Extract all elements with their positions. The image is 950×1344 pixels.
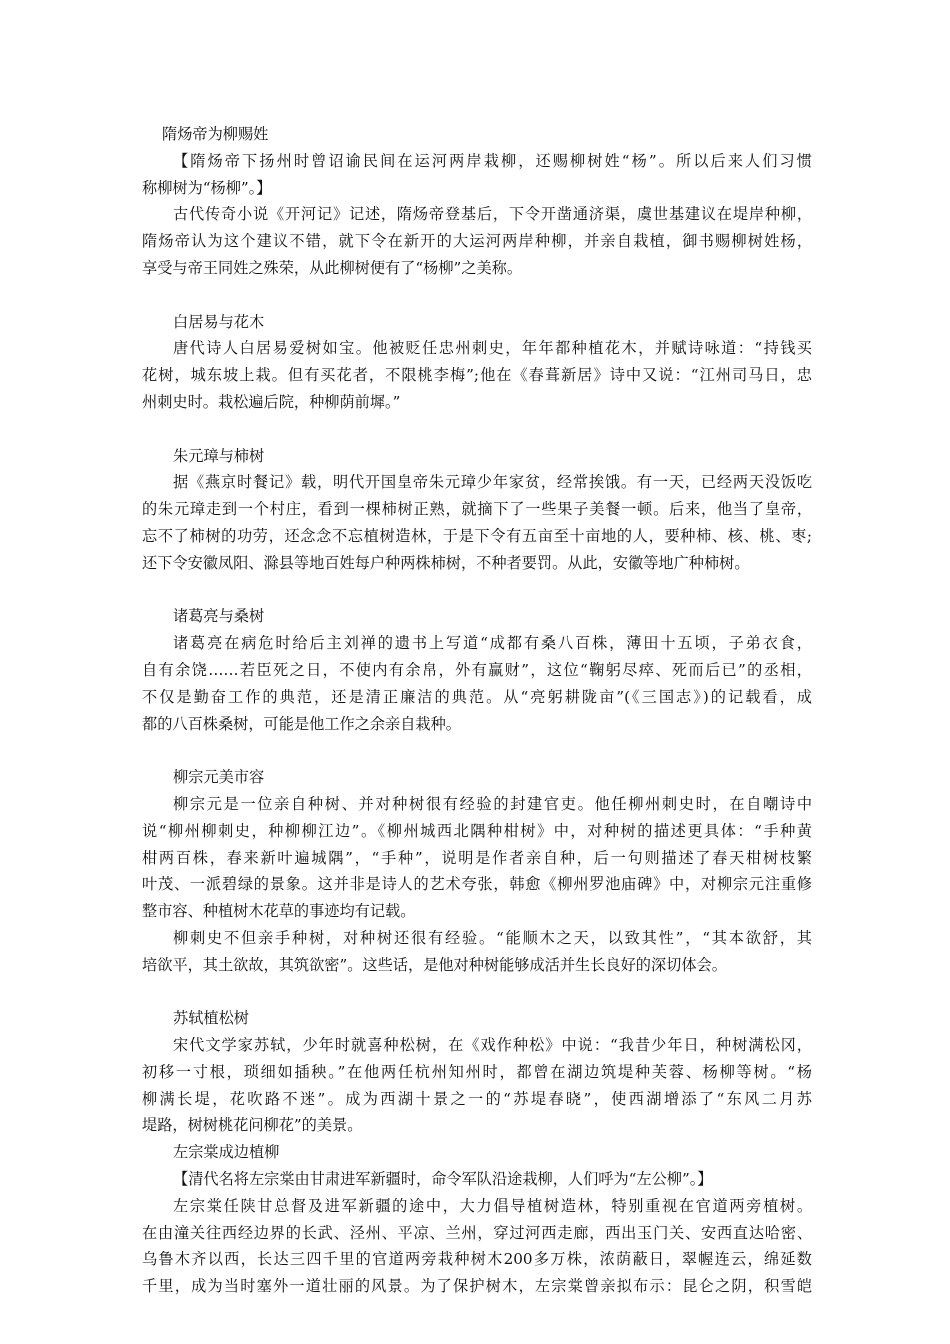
paragraph-line: 说“柳州柳刺史，种柳柳江边”。《柳州城西北隅种柑树》中，对种树的描述更具体：“手种黄 [142,821,812,840]
section-summary-line: 【隋炀帝下扬州时曾诏谕民间在运河两岸栽柳，还赐柳树姓“杨”。所以后来人们习惯 [173,151,812,170]
paragraph-line: 不仅是勤奋工作的典范，还是清正廉洁的典范。从“亮躬耕陇亩”(《三国志》)的记载看，成 [142,687,812,706]
paragraph-line: 柑两百株，春来新叶遍城隅”，“手种”，说明是作者亲自种，后一句则描述了春天柑树枝繁 [142,848,812,867]
paragraph-line: 柳刺史不但亲手种树，对种树还很有经验。“能顺木之天，以致其性”，“其本欲舒，其 [173,928,812,947]
paragraph-line: 堤路，树树桃花问柳花”的美景。 [142,1116,363,1135]
section-title: 柳宗元美市容 [173,768,265,787]
paragraph-line: 柳宗元是一位亲自种树、并对种树很有经验的封建官吏。他任柳州刺史时，在自嘲诗中 [173,794,812,813]
paragraph-line: 培欲平，其土欲故，其筑欲密”。这些话，是他对种树能够成活并生长良好的深切体会。 [142,955,727,974]
section-gap [142,282,812,309]
paragraph-line: 整市容、种植树木花草的事迹均有记载。 [142,902,416,921]
document-page [142,121,812,1300]
paragraph-line: 在由潼关往西经边界的长武、泾州、平凉、兰州，穿过河西走廊，西出玉门关、安西直达哈密、 [142,1223,812,1242]
section-title: 左宗棠成边植柳 [173,1143,280,1162]
paragraph-line: 初移一寸根，琐细如插秧。”在他两任杭州知州时，都曾在湖边筑堤种芙蓉、杨柳等树。“杨 [142,1062,812,1081]
section-title: 朱元璋与柿树 [173,446,265,465]
paragraph-line: 的朱元璋走到一个村庄，看到一棵柿树正熟，就摘下了一些果子美餐一顿。后来，他当了皇帝， [142,500,812,519]
section-gap [142,737,812,764]
paragraph-line: 古代传奇小说《开河记》记述，隋炀帝登基后，下令开凿通济渠，虞世基建议在堤岸种柳， [173,205,812,224]
section-title: 诸葛亮与桑树 [173,607,265,626]
section-title: 苏轼植松树 [173,1009,249,1028]
paragraph-line: 千里，成为当时塞外一道壮丽的风景。为了保护树木，左宗棠曾亲拟布示：昆仑之阴，积雪皑 [142,1277,812,1296]
section-title: 白居易与花木 [173,312,265,331]
paragraph-line: 乌鲁木齐以西，长达三四千里的官道两旁栽种树木200多万株，浓荫蔽日，翠幄连云，绵延数 [142,1250,812,1269]
paragraph-line: 据《燕京时餐记》载，明代开国皇帝朱元璋少年家贫，经常挨饿。有一天，已经两天没饭吃 [173,473,812,492]
section-gap [142,577,812,604]
section-gap [142,979,812,1006]
paragraph-line: 花树，城东坡上栽。但有买花者，不限桃李梅”;他在《春葺新居》诗中又说：“江州司马日，忠 [142,366,812,385]
paragraph-line: 宋代文学家苏轼，少年时就喜种松树，在《戏作种松》中说：“我昔少年日，种树满松冈， [173,1036,812,1055]
paragraph-line: 自有余饶……若臣死之日，不使内有余帛，外有赢财”，这位“鞠躬尽瘁、死而后已”的丞相， [142,660,812,679]
paragraph-line: 叶茂、一派碧绿的景象。这并非是诗人的艺术夸张，韩愈《柳州罗池庙碑》中，对柳宗元注重修 [142,875,812,894]
paragraph-line: 州刺史时。栽松遍后院，种柳荫前墀。” [142,392,401,411]
section-summary-line: 称柳树为“杨柳”。】 [142,178,272,197]
paragraph-line: 唐代诗人白居易爱树如宝。他被贬任忠州刺史，年年都种植花木，并赋诗咏道：“持钱买 [173,339,812,358]
paragraph-line: 都的八百株桑树，可能是他工作之余亲自栽种。 [142,714,461,733]
paragraph-line: 左宗棠任陕甘总督及进军新疆的途中，大力倡导植树造林，特别重视在官道两旁植树。 [173,1196,812,1215]
section-gap [142,416,812,443]
paragraph-line: 柳满长堤，花吹路不迷”。成为西湖十景之一的“苏堤春晓”，使西湖增添了“东风二月苏 [142,1089,812,1108]
section-title: 隋炀帝为柳赐姓 [162,125,269,143]
paragraph-line: 享受与帝王同姓之殊荣，从此柳树便有了“杨柳”之美称。 [142,258,523,277]
paragraph-line: 诸葛亮在病危时给后主刘禅的遗书上写道“成都有桑八百株，薄田十五顷，子弟衣食， [173,634,812,653]
paragraph-line: 还下令安徽凤阳、滁县等地百姓每户种两株柿树，不种者要罚。从此，安徽等地广种柿树。 [142,553,750,572]
paragraph-line: 忘不了柿树的功劳，还念念不忘植树造林，于是下令有五亩至十亩地的人，要种柿、核、桃、枣; [142,526,812,545]
paragraph-line: 隋炀帝认为这个建议不错，就下令在新开的大运河两岸种柳，并亲自栽植，御书赐柳树姓杨， [142,232,812,251]
section-summary-line: 【清代名将左宗棠由甘肃进军新疆时，命令军队沿途栽柳，人们呼为“左公柳”。】 [173,1170,713,1189]
